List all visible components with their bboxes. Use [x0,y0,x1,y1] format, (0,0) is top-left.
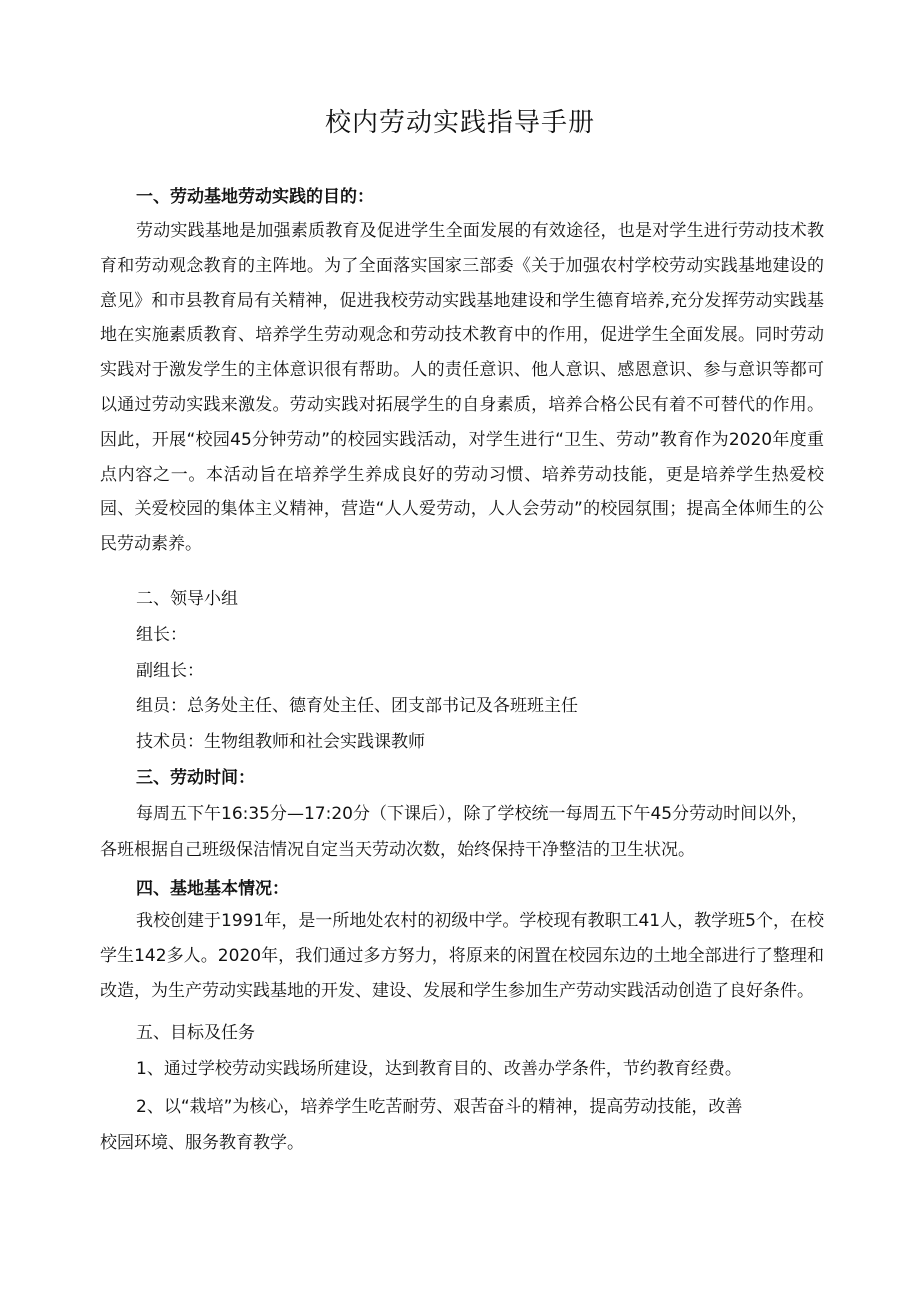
deputy-leader-line: 副组长： [136,661,204,681]
section-heading-leadership: 二、领导小组 [136,589,238,609]
base-info-paragraph: 我校创建于1991年，是一所地处农村的初级中学。学校现有教职工41人，教学班5个，在校学生142多人。2020年，我们通过多方努力，将原来的闲置在校园东边的土地全部进行了整理和改造，为生产劳动实践基地的开发、建设、发展和学生参加生产劳动实践活动创造了良好条件。 [100,911,824,1001]
technicians-line: 技术员：生物组教师和社会实践课教师 [136,732,425,752]
section-heading-goals: 五、目标及任务 [136,1023,255,1043]
section-heading-base-info: 四、基地基本情况： [136,879,289,899]
time-line-2: 各班根据自己班级保洁情况自定当天劳动次数，始终保持干净整洁的卫生状况。 [100,840,695,860]
purpose-paragraph: 劳动实践基地是加强素质教育及促进学生全面发展的有效途径，也是对学生进行劳动技术教育和劳动观念教育的主阵地。为了全面落实国家三部委《关于加强农村学校劳动实践基地建设的意见》和市县教育局有关精神，促进我校劳动实践基地建设和学生德育培养,充分发挥劳动实践基地在实施素质教育、培养学生劳动观念和劳动技术教育中的作用，促进学生全面发展。同时劳动实践对于激发学生的主体意识很有帮助。人的责任意识、他人意识、感恩意识、参与意识等都可以通过劳动实践来激发。劳动实践对拓展学生的自身素质，培养合格公民有着不可替代的作用。因此，开展“校园45分钟劳动”的校园实践活动，对学生进行“卫生、劳动”教育作为2020年度重点内容之一。本活动旨在培养学生养成良好的劳动习惯、培养劳动技能，更是培养学生热爱校园、关爱校园的集体主义精神，营造“人人爱劳动，人人会劳动”的校园氛围；提高全体师生的公民劳动素养。 [100,221,824,555]
goal-item-1: 1、通过学校劳动实践场所建设，达到教育目的、改善办学条件，节约教育经费。 [136,1059,742,1079]
members-line: 组员：总务处主任、德育处主任、团支部书记及各班班主任 [136,696,578,716]
leader-line: 组长： [136,625,187,645]
goal-item-2-line-1: 2、以“栽培”为核心，培养学生吃苦耐劳、艰苦奋斗的精神，提高劳动技能，改善 [136,1097,743,1117]
document-title: 校内劳动实践指导手册 [324,108,595,138]
section-heading-purpose: 一、劳动基地劳动实践的目的： [136,187,374,207]
goal-item-2-line-2: 校园环境、服务教育教学。 [100,1133,304,1153]
time-line-1: 每周五下午16:35分—17:20分（下课后），除了学校统一每周五下午45分劳动时间以外， [136,804,809,824]
section-heading-time: 三、劳动时间： [136,768,255,788]
